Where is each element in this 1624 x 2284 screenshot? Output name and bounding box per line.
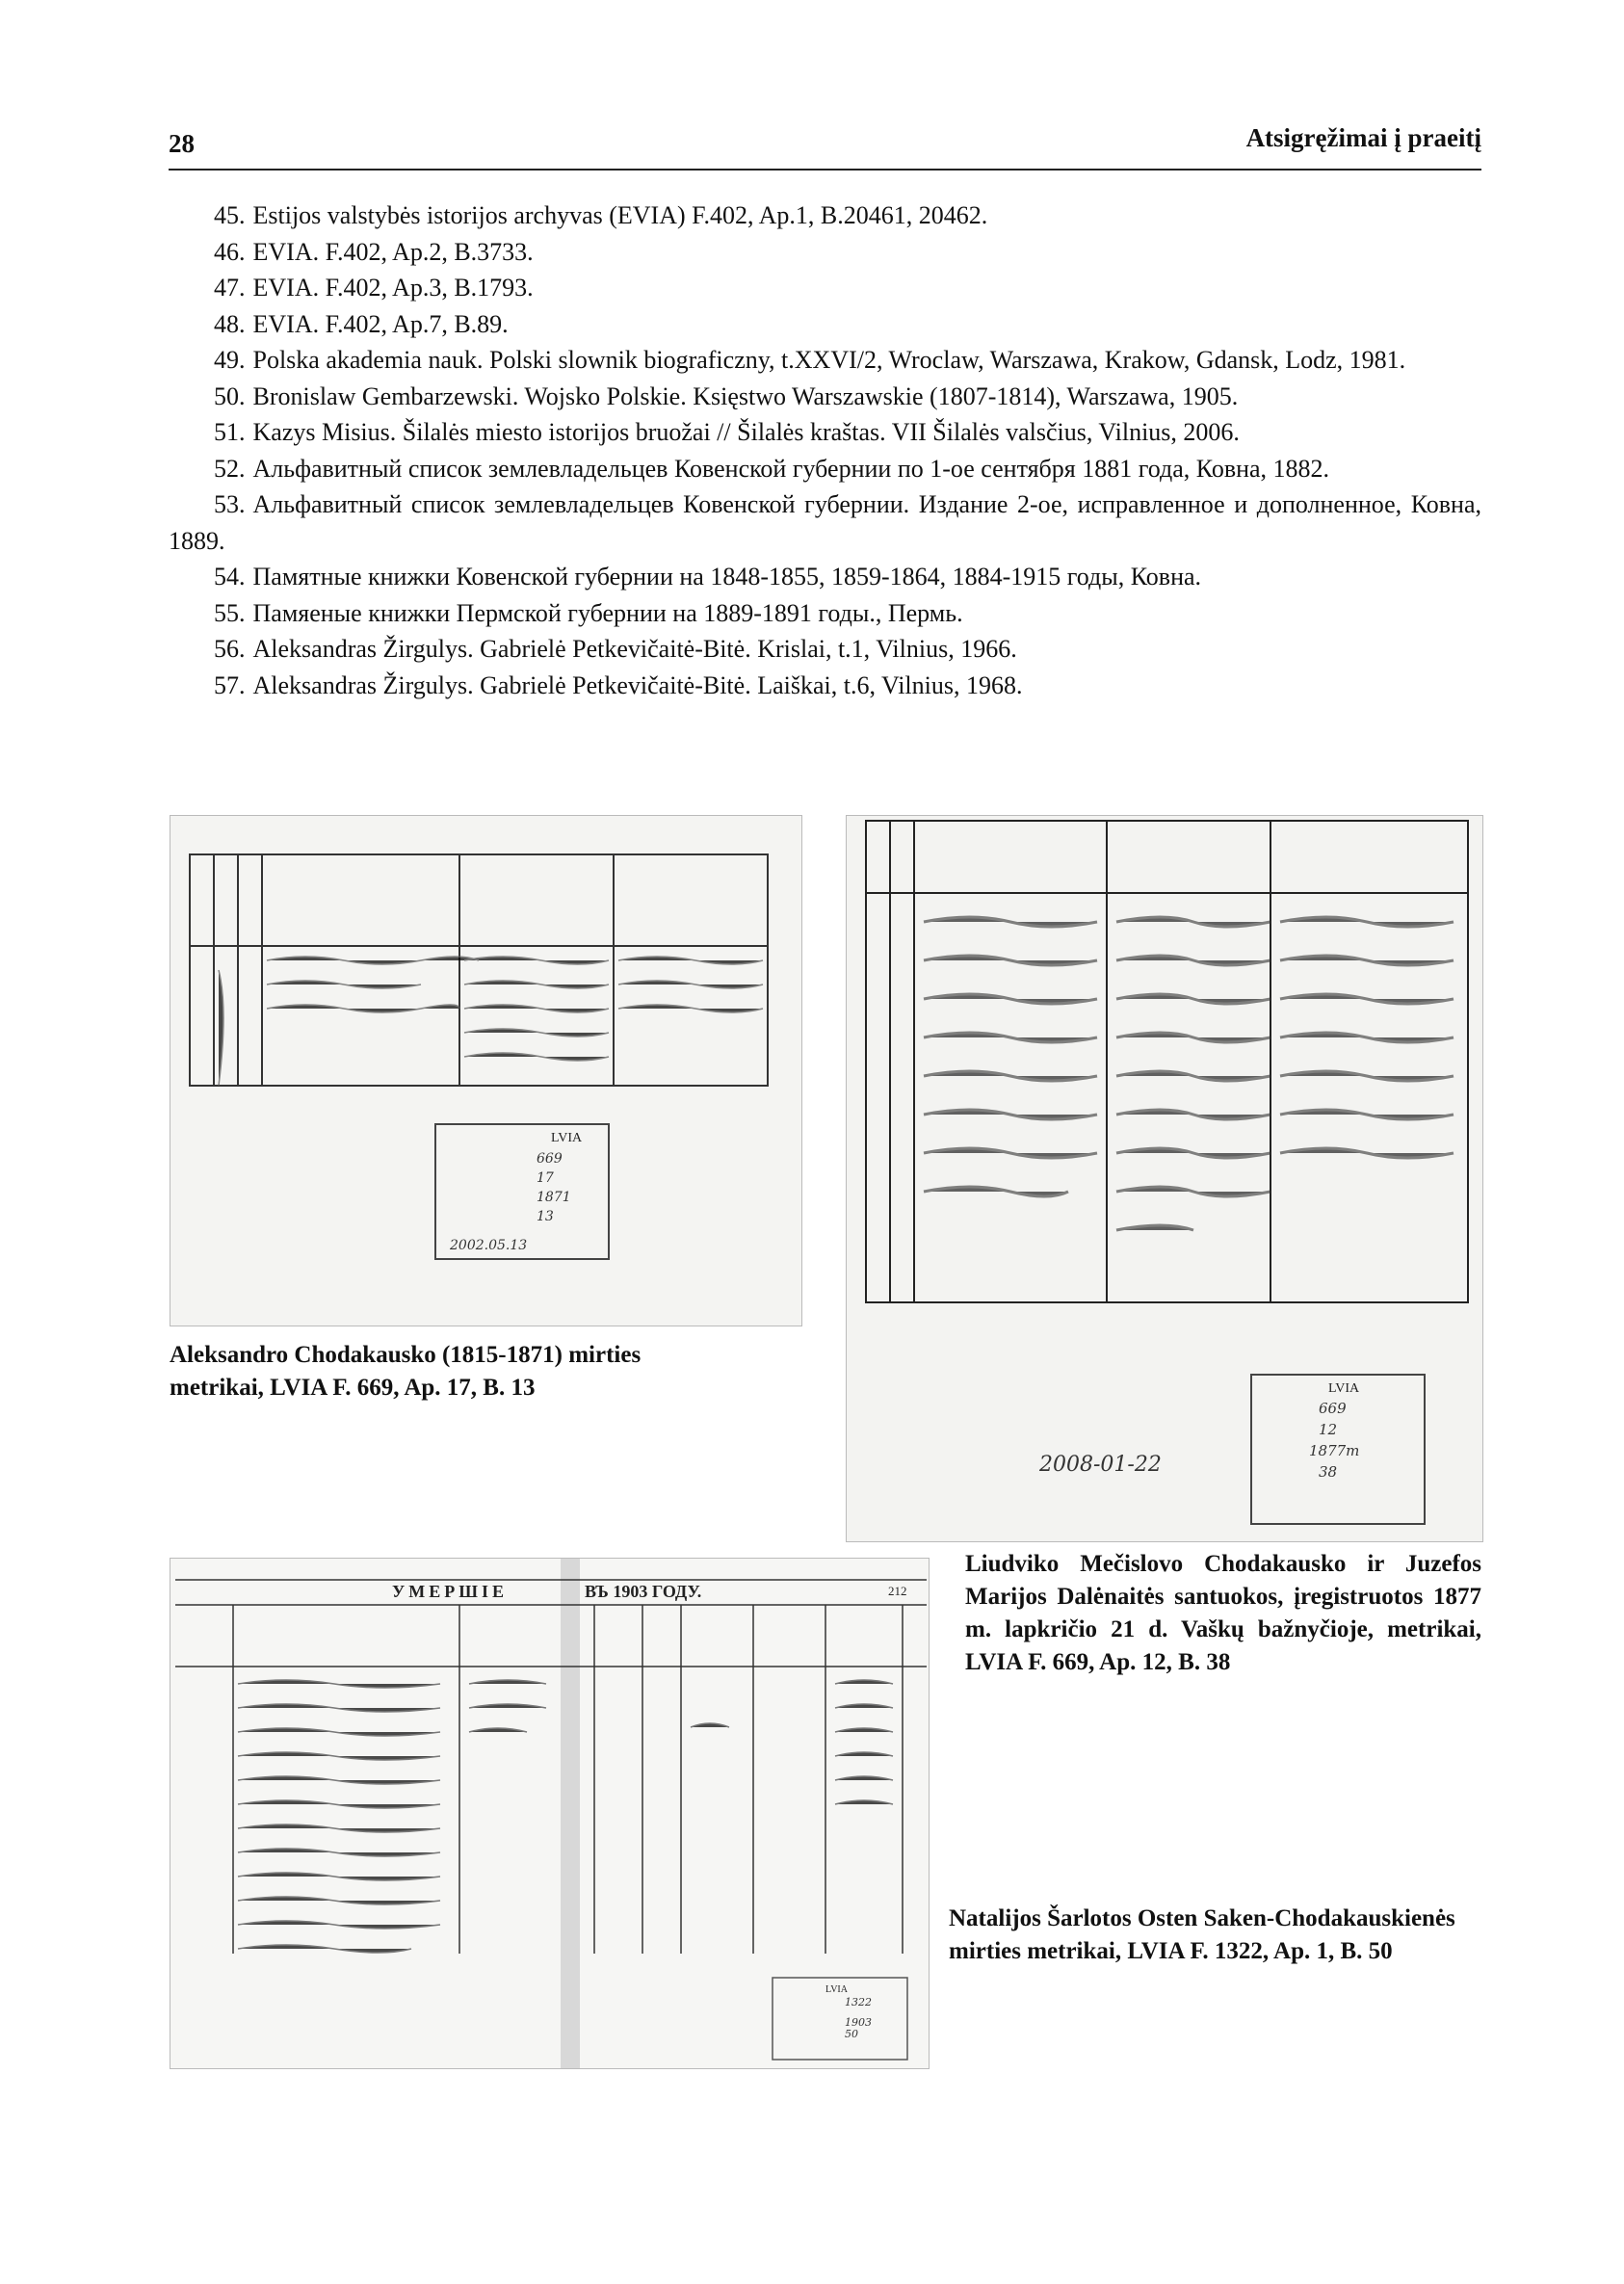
stamp-fondas: 669 <box>537 1151 563 1167</box>
page-number: 28 <box>169 129 195 158</box>
reference-text: Estijos valstybės istorijos archyvas (EVIA) F.402, Ap.1, B.20461, 20462. <box>252 201 988 229</box>
reference-item <box>169 451 1481 487</box>
stamp-aprasas: 12 <box>1319 1421 1338 1438</box>
stamp-date: 2008-01-22 <box>1039 1453 1162 1477</box>
stamp-fondas: 1322 <box>845 1996 872 2008</box>
stamp-title: LVIA <box>825 1984 848 1995</box>
reference-text: Памяеные книжки Пермской губернии на 1889-1891 годы., Пермь. <box>252 598 963 627</box>
reference-number: 55. <box>214 598 246 627</box>
reference-item <box>169 559 1481 595</box>
figure-3-scan <box>170 1558 930 2069</box>
reference-item <box>169 342 1481 379</box>
reference-number: 52. <box>214 454 246 483</box>
ledger-year: ВЪ 1903 ГОДУ. <box>585 1582 702 1601</box>
reference-number: 49. <box>214 346 246 374</box>
reference-item <box>169 631 1481 668</box>
reference-number: 46. <box>214 237 246 266</box>
reference-item <box>169 595 1481 632</box>
reference-text: EVIA. F.402, Ap.2, B.3733. <box>252 237 534 266</box>
reference-list <box>169 197 1481 703</box>
stamp-byla: 50 <box>845 2028 858 2040</box>
reference-number: 56. <box>214 635 246 663</box>
reference-number: 51. <box>214 418 246 446</box>
figure-2-scan <box>846 815 1483 1542</box>
stamp-byla: 13 <box>537 1209 554 1224</box>
figure-1-caption: Aleksandro Chodakausko (1815-1871) mirties metrikai, LVIA F. 669, Ap. 17, B. 13 <box>170 1342 642 1401</box>
figure-3-caption: Natalijos Šarlotos Osten Saken-Chodakauskienės mirties metrikai, LVIA F. 1322, Ap. 1, B. 50 <box>949 1905 1455 1964</box>
reference-item <box>169 197 1481 234</box>
reference-number: 45. <box>214 201 246 229</box>
reference-number: 50. <box>214 381 246 410</box>
header-rule <box>169 169 1481 171</box>
stamp-title: LVIA <box>551 1131 583 1145</box>
reference-text: Kazys Misius. Šilalės miesto istorijos bruožai // Šilalės kraštas. VII Šilalės valsčius, Vilnius, 2006. <box>252 418 1240 446</box>
reference-item <box>169 414 1481 451</box>
stamp-metai: 1903 <box>845 2016 872 2029</box>
figure-2-caption: Liudviko Mečislovo Chodakausko ir Juzefos Marijos Dalėnaitės santuokos, įregistruotos 1877 m. lapkričio 21 d. Vaškų bažnyčioje, metrikai, LVIA F. 669, Ap. 12, B. 38 <box>965 1551 1481 1675</box>
reference-text: Альфавитный список землевладельцев Ковенской губернии. Издание 2-ое, исправленное и дополненное, Ковна, 1889. <box>169 490 1481 555</box>
reference-item <box>169 234 1481 271</box>
stamp-title: LVIA <box>1328 1381 1360 1396</box>
reference-text: Альфавитный список землевладельцев Ковенской губернии по 1-ое сентября 1881 года, Ковна, 1882. <box>252 454 1330 483</box>
figure-1-scan <box>170 815 802 1326</box>
stamp-metai: 1871 <box>537 1190 571 1205</box>
reference-item <box>169 486 1481 559</box>
reference-item <box>169 270 1481 306</box>
reference-text: Aleksandras Žirgulys. Gabrielė Petkevičaitė-Bitė. Krislai, t.1, Vilnius, 1966. <box>252 635 1017 663</box>
reference-number: 47. <box>214 274 246 302</box>
reference-number: 54. <box>214 563 246 591</box>
reference-item <box>169 306 1481 343</box>
reference-number: 57. <box>214 670 246 699</box>
reference-text: Polska akademia nauk. Polski slownik biograficzny, t.XXVI/2, Wroclaw, Warszawa, Krakow, Gdansk, Lodz, 1981. <box>252 346 1406 374</box>
reference-number: 48. <box>214 309 246 338</box>
stamp-metai: 1877m <box>1309 1442 1360 1459</box>
reference-text: Aleksandras Žirgulys. Gabrielė Petkevičaitė-Bitė. Laiškai, t.6, Vilnius, 1968. <box>252 670 1023 699</box>
reference-number: 53. <box>214 490 246 518</box>
running-title: Atsigręžimai į praeitį <box>1245 123 1481 152</box>
reference-text: EVIA. F.402, Ap.3, B.1793. <box>252 274 534 302</box>
stamp-fondas: 669 <box>1319 1400 1347 1417</box>
reference-text: Памятные книжки Ковенской губернии на 1848-1855, 1859-1864, 1884-1915 годы, Ковна. <box>252 563 1202 591</box>
ledger-page-number: 212 <box>888 1584 907 1598</box>
stamp-date: 2002.05.13 <box>450 1238 528 1253</box>
reference-text: EVIA. F.402, Ap.7, B.89. <box>252 309 509 338</box>
reference-item <box>169 668 1481 704</box>
ledger-title: УМЕРШІЕ <box>392 1582 508 1601</box>
stamp-aprasas: 17 <box>537 1170 554 1186</box>
stamp-byla: 38 <box>1319 1463 1338 1481</box>
reference-item <box>169 379 1481 415</box>
reference-text: Bronislaw Gembarzewski. Wojsko Polskie. Księstwo Warszawskie (1807-1814), Warszawa, 1905. <box>252 381 1239 410</box>
